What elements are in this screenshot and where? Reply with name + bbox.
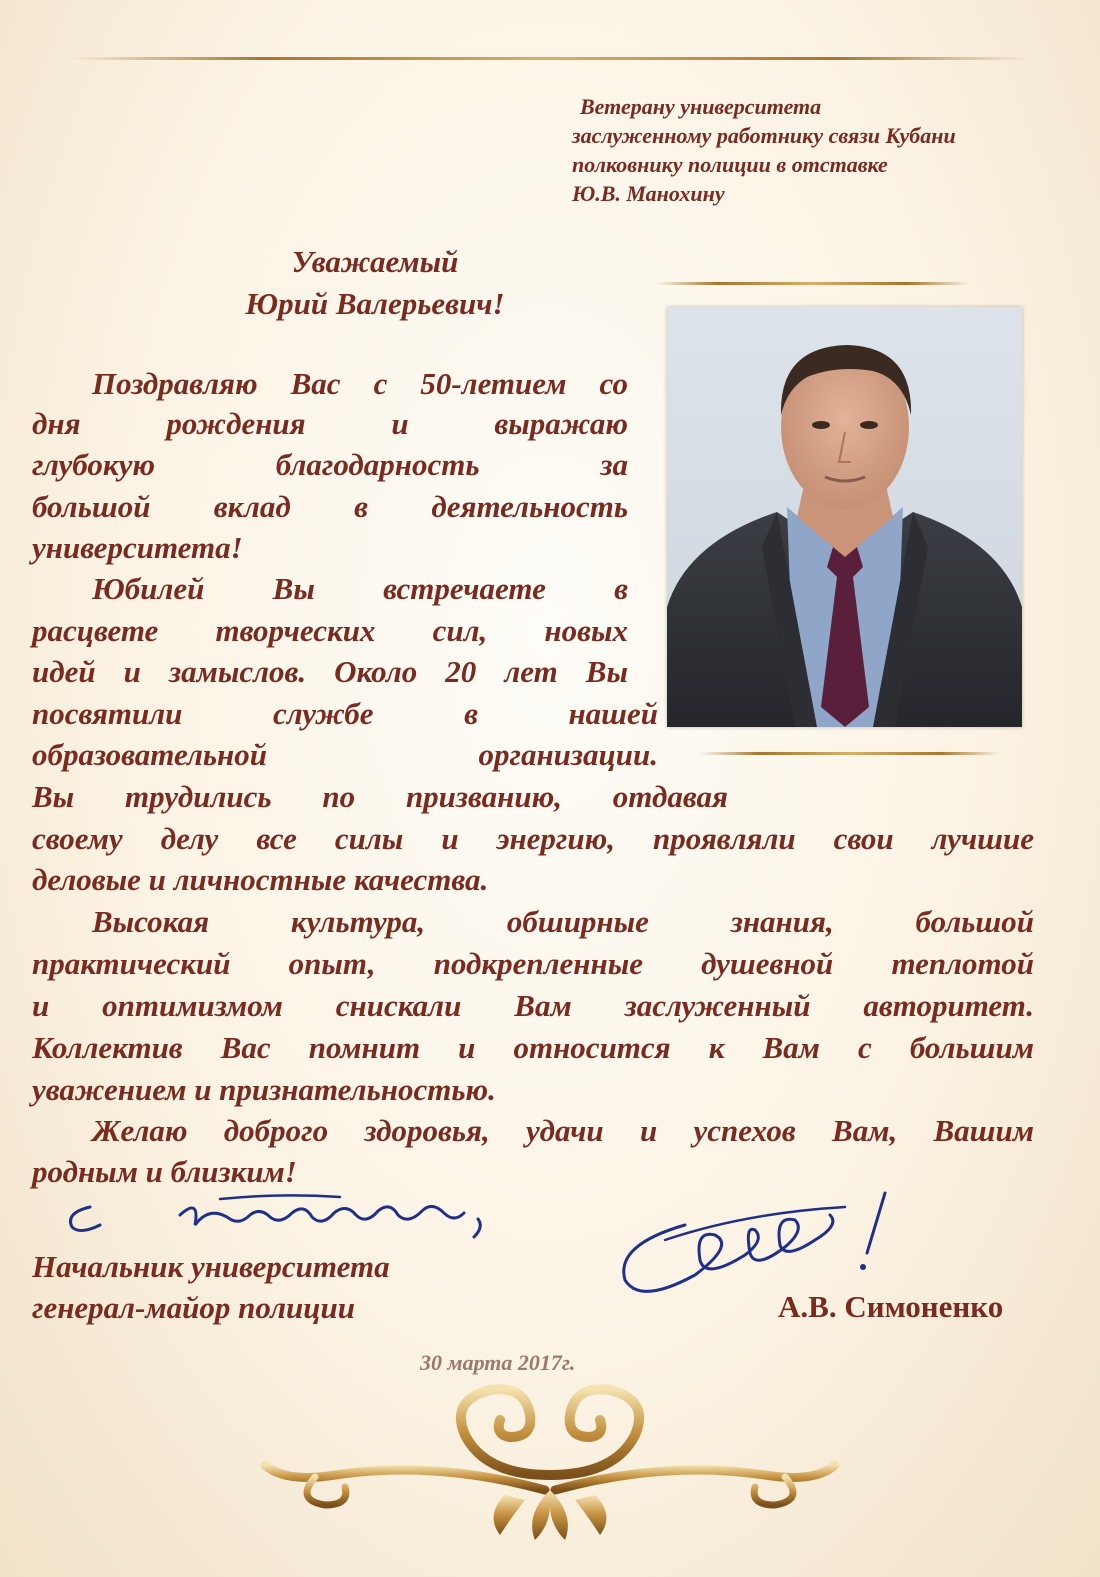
signatory-title-line-1: Начальник университета: [32, 1249, 390, 1284]
addressee-line: Ю.В. Манохину: [572, 181, 725, 206]
greeting-line-2: Юрий Валерьевич!: [245, 286, 505, 321]
body-line: большой вклад в деятельность: [32, 489, 628, 524]
greeting-line-1: Уважаемый: [291, 244, 459, 279]
addressee-line: Ветерану университета: [580, 94, 822, 119]
date-text: 30 марта 2017г.: [420, 1350, 576, 1375]
gold-ornament-icon: [255, 1365, 845, 1550]
body-line: расцвете творческих сил, новых: [32, 613, 628, 648]
body-line: образовательной организации.: [32, 737, 658, 772]
body-line: Желаю доброго здоровья, удачи и успехов Вам, Вашим: [92, 1113, 1034, 1148]
handwritten-closing-icon: [60, 1185, 500, 1245]
addressee-block: [572, 92, 1072, 208]
portrait-photo: [667, 307, 1022, 727]
photo-bottom-rule: [700, 752, 1000, 755]
body-line: идей и замыслов. Около 20 лет Вы: [32, 654, 628, 689]
body-line: Высокая культура, обширные знания, большой: [92, 904, 1034, 939]
top-gold-rule: [70, 57, 1030, 60]
body-line: своему делу все силы и энергию, проявляли свои лучшие: [32, 821, 1034, 856]
signatory-name: А.В. Симоненко: [778, 1289, 1004, 1324]
body-line: Юбилей Вы встречаете в: [92, 571, 628, 606]
body-line: Коллектив Вас помнит и относится к Вам с большим: [32, 1030, 1034, 1065]
body-line: посвятили службе в нашей: [32, 696, 658, 731]
signatory-title-line-2: генерал-майор полиции: [32, 1290, 355, 1325]
body-line: Поздравляю Вас с 50-летием со: [92, 366, 628, 401]
body-line: дня рождения и выражаю: [32, 406, 628, 441]
body-line: деловые и личностные качества.: [32, 862, 489, 897]
body-line: глубокую благодарность за: [32, 447, 628, 482]
body-line: университета!: [32, 530, 243, 565]
body-line: и оптимизмом снискали Вам заслуженный авторитет.: [32, 988, 1034, 1023]
portrait-icon: [667, 307, 1022, 727]
body-line: родным и близким!: [32, 1154, 297, 1189]
addressee-line: полковнику полиции в отставке: [572, 152, 888, 177]
body-line: Вы трудились по призванию, отдавая: [32, 779, 728, 814]
photo-top-rule: [655, 282, 970, 285]
body-line: практический опыт, подкрепленные душевной теплотой: [32, 946, 1034, 981]
body-line: уважением и признательностью.: [32, 1072, 496, 1107]
addressee-line: заслуженному работнику связи Кубани: [572, 123, 956, 148]
